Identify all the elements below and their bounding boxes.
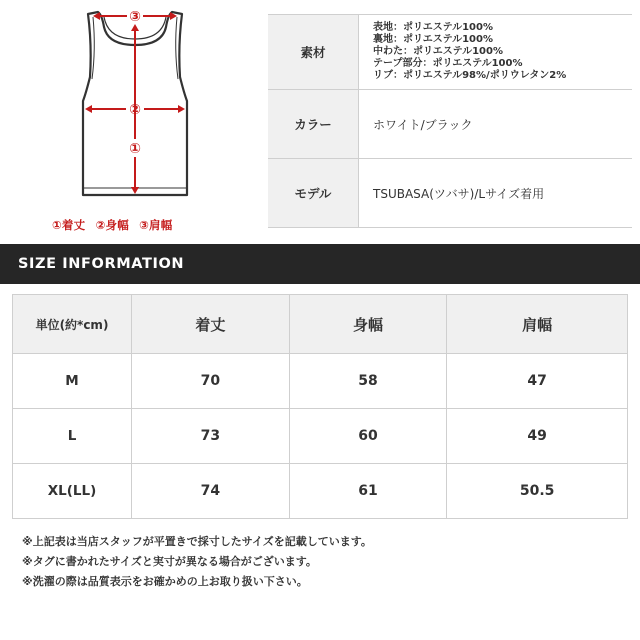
spec-row-model — [268, 159, 632, 228]
spec-key-material: 素材 — [268, 15, 359, 90]
size-cell: 73 — [132, 409, 290, 464]
size-label: XL(LL) — [13, 464, 132, 519]
product-spec-table — [268, 14, 632, 228]
note-line: ※タグに書かれたサイズと実寸が異なる場合がございます。 — [22, 555, 317, 568]
size-table-header — [13, 295, 628, 354]
size-cell: 47 — [447, 354, 628, 409]
header-unit: 単位(約*cm) — [13, 295, 132, 354]
note-line: ※上記表は当店スタッフが平置きで採寸したサイズを記載しています。 — [22, 535, 372, 548]
measurement-legend — [52, 217, 222, 233]
spec-value-material — [359, 15, 633, 90]
material-line: リブ：ポリエステル98%/ポリウレタン2% — [373, 70, 567, 81]
table-row — [13, 464, 628, 519]
marker-width: ② — [129, 102, 141, 118]
size-label: L — [13, 409, 132, 464]
note-line: ※洗濯の際は品質表示をお確かめの上お取り扱い下さい。 — [22, 575, 308, 588]
marker-length: ① — [129, 141, 141, 157]
material-line: 中わた：ポリエステル100% — [373, 46, 503, 57]
table-row — [13, 354, 628, 409]
header-length: 着丈 — [132, 295, 290, 354]
marker-shoulder: ③ — [129, 9, 141, 25]
size-cell: 61 — [289, 464, 447, 519]
spec-row-material — [268, 15, 632, 90]
size-cell: 60 — [289, 409, 447, 464]
section-title-bar: SIZE INFORMATION — [0, 244, 640, 284]
spec-value-model: TSUBASA(ツバサ)/Lサイズ着用 — [359, 159, 633, 228]
notes-block — [22, 532, 372, 592]
material-line: テープ部分：ポリエステル100% — [373, 58, 523, 69]
size-table — [12, 294, 628, 519]
header-shoulder: 肩幅 — [447, 295, 628, 354]
legend-shoulder: ③肩幅 — [139, 218, 173, 232]
header-width: 身幅 — [289, 295, 447, 354]
size-cell: 70 — [132, 354, 290, 409]
legend-width: ②身幅 — [95, 218, 129, 232]
legend-length: ①着丈 — [52, 218, 86, 232]
size-cell: 58 — [289, 354, 447, 409]
table-row — [13, 409, 628, 464]
spec-value-color: ホワイト/ブラック — [359, 90, 633, 159]
size-label: M — [13, 354, 132, 409]
spec-row-color — [268, 90, 632, 159]
material-line: 表地：ポリエステル100% — [373, 22, 493, 33]
spec-key-color: カラー — [268, 90, 359, 159]
size-cell: 50.5 — [447, 464, 628, 519]
size-cell: 74 — [132, 464, 290, 519]
spec-key-model: モデル — [268, 159, 359, 228]
material-line: 裏地：ポリエステル100% — [373, 34, 493, 45]
size-cell: 49 — [447, 409, 628, 464]
garment-diagram — [60, 5, 210, 205]
